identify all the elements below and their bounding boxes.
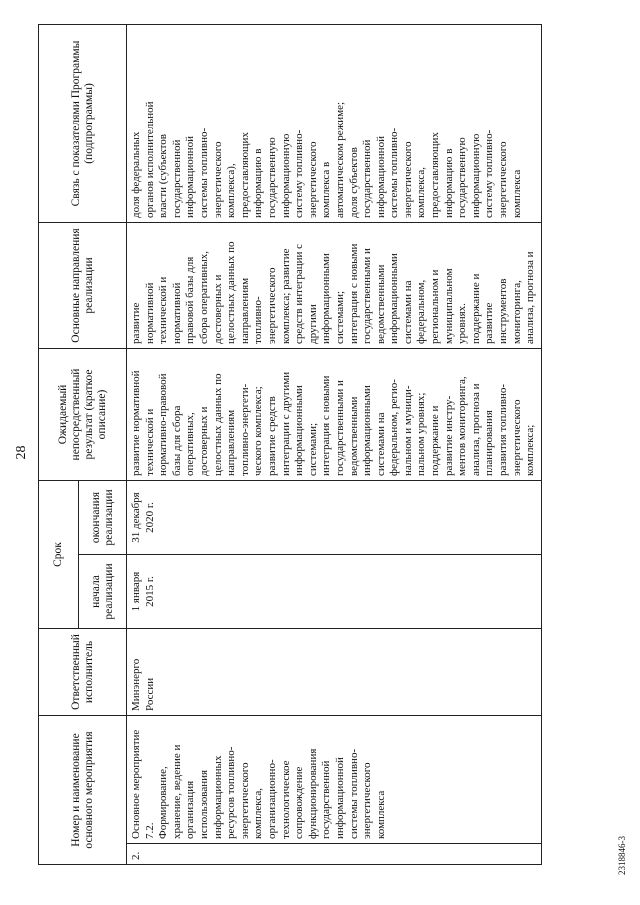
page-number: 28 xyxy=(14,445,29,460)
header-start: начала реализации xyxy=(79,555,127,629)
header-end: окончания реализации xyxy=(79,480,127,554)
header-directions: Основные направления реализации xyxy=(39,222,127,348)
row-link: доля федеральных органов исполнительной власти (субъектов государственной информационной системы топливно- энергетического комплекса), предоставляющих информацию в государственную информационную систему топливно- энергетического комплекса в автоматическом режиме; доля субъектов государственной информационной системы топливно- энергетического комплекса, предоставляющих информацию в государственную информационную систему топливно- энергетического комплекса xyxy=(127,24,542,222)
row-executor: Минэнерго России xyxy=(127,629,542,716)
header-result: Ожидаемый непосредственный результат (краткое описание) xyxy=(39,348,127,480)
header-num-name: Номер и наименование основного мероприятия xyxy=(39,716,127,865)
row-directions: развитие нормативной технической и нормативной правовой базы для сбора оперативных, достоверных и целостных данных по направлениям топливно- энергетического комплекса; развитие средств интеграции с другими информационными системами; интеграция с новыми государственными и ведомственными информационными системами на федеральном, региональном и муниципальном уровнях. поддержание и развитие инструментов мониторинга, анализа, прогноза и xyxy=(127,222,542,348)
row-number: 2. xyxy=(127,844,542,865)
header-executor: Ответственный исполнитель xyxy=(39,629,127,716)
row-start-date: 1 января 2015 г. xyxy=(127,555,542,629)
program-table xyxy=(38,24,542,865)
row-name: Основное мероприятие 7.2. Формирование, хранение, ведение и организация использования информационных ресурсов топливно- энергетического комплекса, организационно- технологическое сопровождение функционирования государственной информационной системы топливно- энергетического комплекса xyxy=(127,716,542,844)
table-row xyxy=(127,24,542,864)
footer-code: 2318846-3 xyxy=(617,836,627,875)
header-term: Срок xyxy=(39,480,79,628)
row-result: развитие нормативной технической и нормативно-правовой базы для сбора оперативных, достоверных и целостных данных по направлениям топливно-энергети- ческого комплекса; развитие средств интеграции с другими информационными системами; интеграция с новыми государственными и ведомственными информационными системами на федеральном, регио- нальном и муници- пальном уровнях; поддержание и развитие инстру- ментов мониторинга, анализа, прогноза и планирования развития топливно- энергетического комплекса; xyxy=(127,348,542,480)
row-end-date: 31 декабря 2020 г. xyxy=(127,480,542,554)
header-link: Связь с показателями Программы (подпрограммы) xyxy=(39,24,127,222)
